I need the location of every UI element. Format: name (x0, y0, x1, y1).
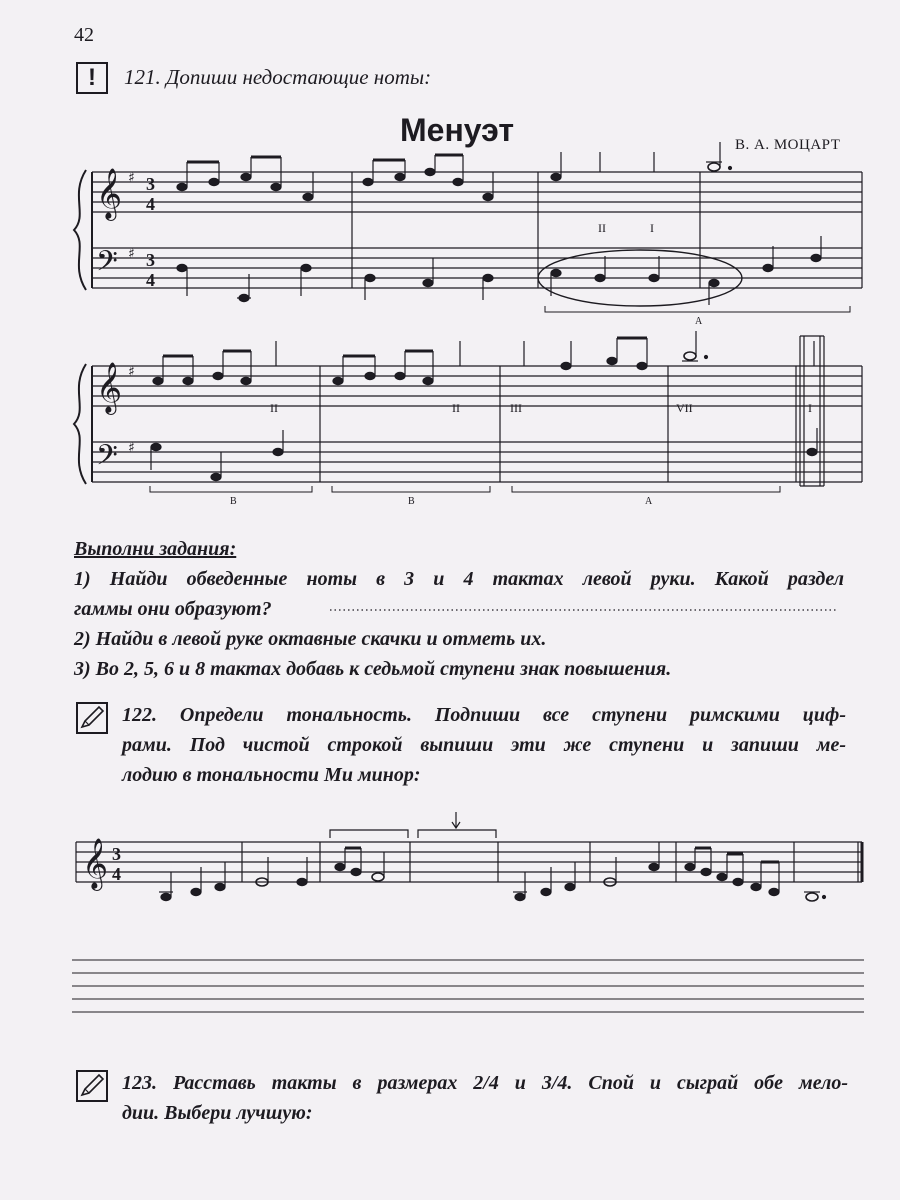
task-121-text: 121. Допиши недостающие ноты: (124, 65, 432, 89)
section-label: A (645, 496, 653, 507)
svg-text:𝄞: 𝄞 (96, 362, 123, 413)
labels-row-1 (598, 221, 703, 327)
svg-text:𝄢: 𝄢 (96, 439, 118, 479)
labels-row-2 (230, 401, 812, 507)
page-number: 42 (74, 24, 94, 46)
instructions-heading: Выполни задания: (74, 538, 237, 560)
svg-text:4: 4 (112, 864, 121, 884)
section-label: B (230, 496, 237, 507)
degree-label: II (452, 401, 460, 415)
svg-text:3: 3 (146, 250, 155, 270)
degree-label: II (598, 221, 606, 235)
task-123-text (122, 1068, 848, 1128)
degree-label: VII (676, 401, 693, 415)
instructions-block (74, 534, 844, 684)
melody-notes-122 (82, 838, 826, 901)
svg-text:♯: ♯ (128, 440, 135, 456)
degree-label: II (270, 401, 278, 415)
svg-text:𝄞: 𝄞 (96, 168, 123, 219)
task-122-line-1: 122. Определи тональность. Подпиши все ступени римскими циф- (122, 704, 846, 726)
instruction-item-3: 3) Во 2, 5, 6 и 8 тактах добавь к седьмой ступени знак повышения. (74, 658, 672, 680)
task-122-line-2: рами. Под чистой строкой выпиши эти же ступени и запиши ме- (122, 734, 846, 756)
brackets-row-2 (150, 486, 780, 492)
instruction-item-1-cont: гаммы они образуют? (74, 598, 272, 620)
svg-text:♯: ♯ (128, 246, 135, 262)
exclamation-mark: ! (88, 64, 96, 91)
piece-title: Менуэт (400, 112, 515, 148)
staff-system-2 (74, 336, 862, 486)
task-123-line-2: дии. Выбери лучшую: (122, 1102, 313, 1124)
task-123-line-1: 123. Расставь такты в размерах 2/4 и 3/4. Спой и сыграй обе мело- (122, 1072, 848, 1094)
bass-staff-1 (92, 248, 862, 288)
degree-label: I (650, 221, 654, 235)
svg-text:4: 4 (146, 194, 155, 214)
pencil-icon (76, 1070, 108, 1102)
melody-staff-122 (76, 812, 862, 882)
svg-text:4: 4 (146, 270, 155, 290)
notes-row-1-bass (177, 236, 821, 306)
empty-staff (72, 960, 864, 1012)
degree-label: III (510, 401, 522, 415)
degree-label: I (808, 401, 812, 415)
section-label: A (695, 316, 703, 327)
staff-system-1 (74, 170, 862, 290)
svg-text:𝄞: 𝄞 (82, 838, 109, 889)
composer: В. А. МОЦАРТ (735, 137, 841, 153)
instruction-item-1: 1) Найди обведенные ноты в 3 и 4 тактах левой руки. Какой раздел (74, 568, 844, 590)
clefs-row-1 (96, 168, 155, 290)
task-122-line-3: лодию в тональности Ми минор: (122, 764, 421, 786)
treble-staff-1 (92, 172, 862, 212)
brackets-row-1 (545, 306, 850, 312)
svg-text:♯: ♯ (128, 364, 135, 380)
svg-text:𝄢: 𝄢 (96, 245, 118, 285)
section-label: B (408, 496, 415, 507)
task-122-text (122, 700, 846, 790)
svg-text:3: 3 (146, 174, 155, 194)
pencil-icon (76, 702, 108, 734)
instruction-item-2: 2) Найди в левой руке октавные скачки и отметь их. (74, 628, 547, 650)
svg-text:3: 3 (112, 844, 121, 864)
svg-text:♯: ♯ (128, 170, 135, 186)
